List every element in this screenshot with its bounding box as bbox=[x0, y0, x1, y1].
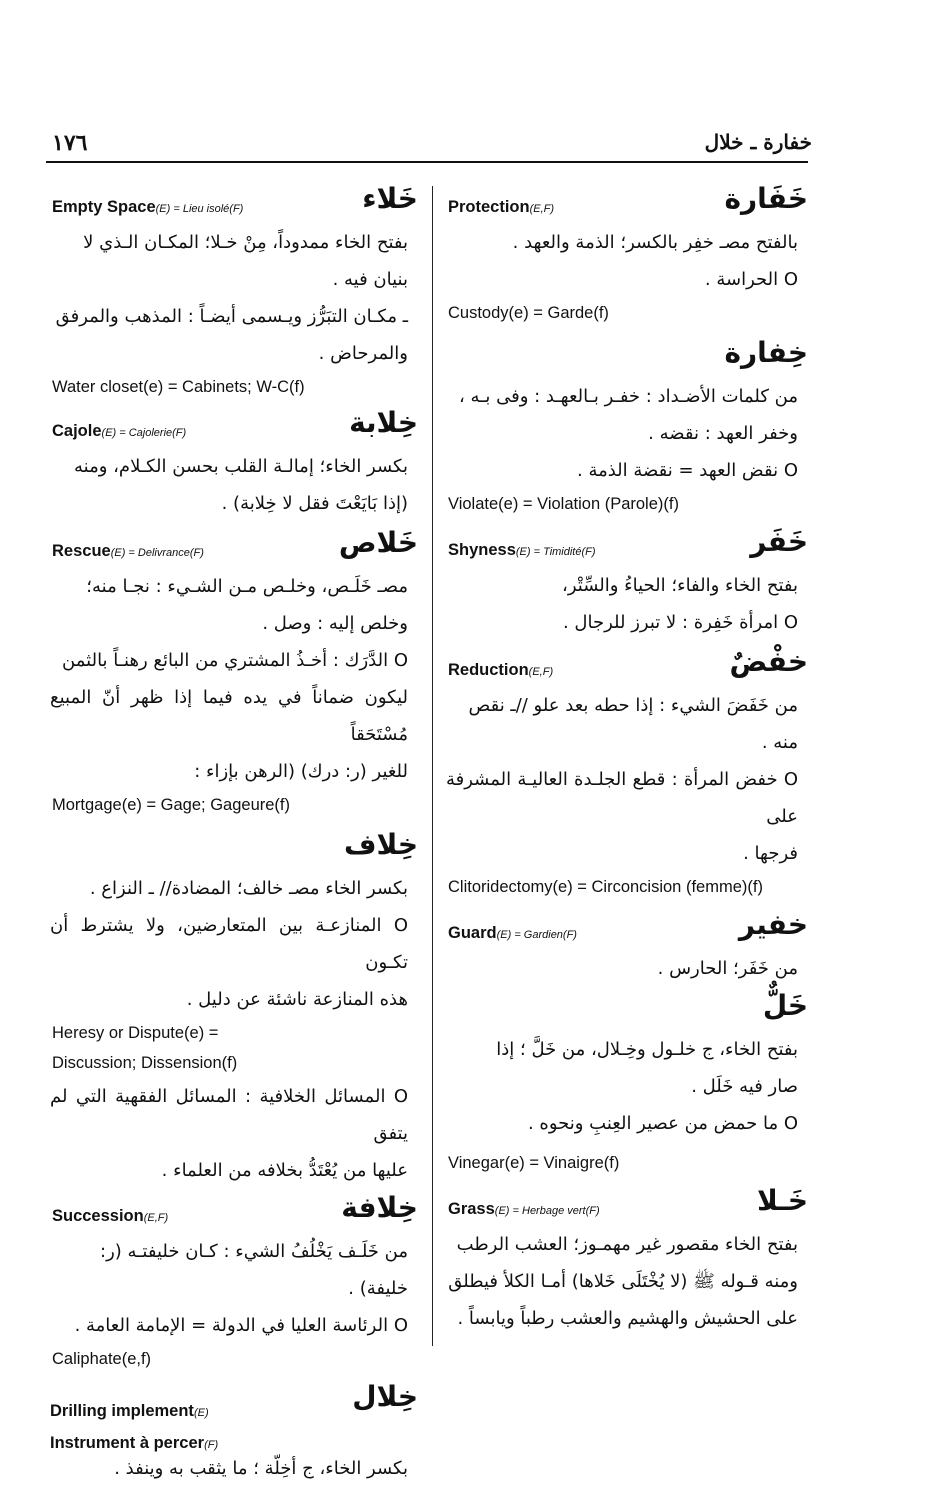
definition: بفتح الخاء ممدوداً، مِنْ خـلا؛ المكـان الـذي لا بنيان فيه . ـ مكـان التبَرُّز ويـسمى أيضـاً : المذهب والمرفق والمرحاض . bbox=[55, 232, 408, 364]
header-rule bbox=[46, 161, 808, 163]
entry-range: خفارة ـ خلال bbox=[704, 130, 812, 154]
entry-khafd bbox=[446, 645, 810, 902]
headword: خَفَر bbox=[750, 525, 808, 558]
headword: خِفارة bbox=[724, 336, 808, 369]
left-column bbox=[50, 182, 420, 1487]
translation: Drilling implement(E) Instrument à percer(F) bbox=[50, 1402, 219, 1452]
definition: بكسر الخاء؛ إمالـة القلب بحسن الكـلام، ومنه (إذا بَايَعْتَ فقل لا خِلابة) . bbox=[73, 456, 408, 514]
entry-khifara bbox=[446, 334, 810, 519]
english-equivalent: Caliphate(e,f) bbox=[52, 1350, 152, 1368]
entry-khall bbox=[446, 987, 810, 1178]
translation: Empty Space(E) = Lieu isolé(F) bbox=[52, 198, 244, 216]
english-equivalent: Heresy or Dispute(e) = bbox=[52, 1024, 219, 1042]
definition: بكسر الخاء، ج أخِلّة ؛ ما يثقب به وينفذ . bbox=[114, 1458, 408, 1479]
column-divider bbox=[432, 186, 433, 1346]
entry-khilafa bbox=[50, 1191, 420, 1374]
right-column bbox=[446, 182, 810, 1337]
english-equivalent-cont: Discussion; Dissension(f) bbox=[52, 1054, 238, 1072]
english-equivalent: Vinegar(e) = Vinaigre(f) bbox=[448, 1154, 620, 1172]
entry-khilaba bbox=[50, 406, 420, 522]
translation: Grass(E) = Herbage vert(F) bbox=[448, 1200, 600, 1218]
entry-khilal bbox=[50, 1380, 420, 1487]
translation: Cajole(E) = Cajolerie(F) bbox=[52, 422, 187, 440]
headword: خَفَارة bbox=[724, 182, 808, 215]
definition: بفتح الخاء والفاء؛ الحياءُ والسِّتْر، O امرأة خَفِرة : لا تبرز للرجال . bbox=[562, 575, 798, 633]
definition: من خَلَـف يَخْلُفُ الشيء : كـان خليفتـه (ر: خليفة) . O الرئاسة العليا في الدولة = الإمامة العامة . bbox=[74, 1241, 408, 1336]
definition: بفتح الخاء مقصور غير مهمـوز؛ العشب الرطب ومنه قـوله ﷺ (لا يُخْتَلَى خَلاها) أمـا الكلأ فيطلق على الحشيش والهشيم والعشب رطباً ويابساً . bbox=[448, 1234, 798, 1329]
headword: خَلاص bbox=[338, 526, 418, 559]
translation: Guard(E) = Gardien(F) bbox=[448, 924, 577, 942]
definition: من خَفَر؛ الحارس . bbox=[657, 958, 798, 979]
entry-khilaf bbox=[50, 826, 420, 1189]
headword: خِلال bbox=[352, 1380, 418, 1413]
headword: خَـلا bbox=[756, 1184, 808, 1217]
translation: Rescue(E) = Delivrance(F) bbox=[52, 542, 204, 560]
page-number: ١٧٦ bbox=[52, 130, 88, 156]
entry-khafara bbox=[446, 182, 810, 328]
headword: خَلٌّ bbox=[762, 989, 808, 1022]
translation: Protection(E,F) bbox=[448, 198, 555, 216]
headword: خِلابة bbox=[349, 406, 418, 439]
entry-khafir bbox=[446, 908, 810, 987]
definition: من كلمات الأضـداد : خفـر بـالعهـد : وفى بـه ، وخفر العهد : نقضه . O نقض العهد = نقضة الذمة . bbox=[458, 386, 798, 481]
definition: مصـ خَلَـص، وخلـص مـن الشـيء : نجـا منه؛ وخلص إليه : وصل . O الدَّرَك : أخـذُ المشتري من البائع رهنـاً بالثمن ليكون ضماناً في يده فيما إذا ظهر أنّ المبيع مُسْتَحَقاً للغير (ر: درك) (الرهن بإزاء : bbox=[50, 576, 408, 782]
entry-khalaa bbox=[50, 182, 420, 402]
running-header bbox=[52, 126, 812, 160]
english-equivalent: Custody(e) = Garde(f) bbox=[448, 304, 609, 322]
entry-khala bbox=[446, 1184, 810, 1337]
headword: خفير bbox=[738, 908, 808, 941]
definition: بفتح الخاء، ج خلـول وخِـلال، من خَلَّ ؛ إذا صار فيه خَلَل . O ما حمض من عصير العِنبِ ونحوه . bbox=[496, 1039, 798, 1134]
definition: بكسر الخاء مصـ خالف؛ المضادة// ـ النزاع . O المنازعـة بين المتعارضين، ولا يشترط أن تكـون هذه المنازعة ناشئة عن دليل . bbox=[50, 878, 408, 1010]
translation: Succession(E,F) bbox=[52, 1207, 169, 1225]
english-equivalent: Violate(e) = Violation (Parole)(f) bbox=[448, 495, 679, 513]
entry-khalas bbox=[50, 526, 420, 820]
english-equivalent: Mortgage(e) = Gage; Gageure(f) bbox=[52, 796, 290, 814]
definition-cont: O المسائل الخلافية : المسائل الفقهية التي لم يتفق عليها من يُعْتَدُّ بخلافه من العلماء . bbox=[50, 1086, 408, 1181]
entry-khafar bbox=[446, 525, 810, 641]
headword: خَلاء bbox=[362, 182, 418, 215]
definition: من خَفَضَ الشيء : إذا حطه بعد علو //ـ نقص منه . O خفض المرأة : قطع الجلـدة العاليـة المشرفة على فرجها . bbox=[446, 695, 798, 864]
headword: خِلاف bbox=[344, 828, 418, 861]
english-equivalent: Clitoridectomy(e) = Circoncision (femme)(f) bbox=[448, 878, 763, 896]
translation: Reduction(E,F) bbox=[448, 661, 554, 679]
definition: بالفتح مصـ خفِر بالكسر؛ الذمة والعهد . O الحراسة . bbox=[512, 232, 798, 290]
headword: خِلافة bbox=[341, 1191, 418, 1224]
headword: خفْضٌ bbox=[729, 645, 808, 678]
english-equivalent: Water closet(e) = Cabinets; W-C(f) bbox=[52, 378, 305, 396]
translation: Shyness(E) = Timidité(F) bbox=[448, 541, 596, 559]
